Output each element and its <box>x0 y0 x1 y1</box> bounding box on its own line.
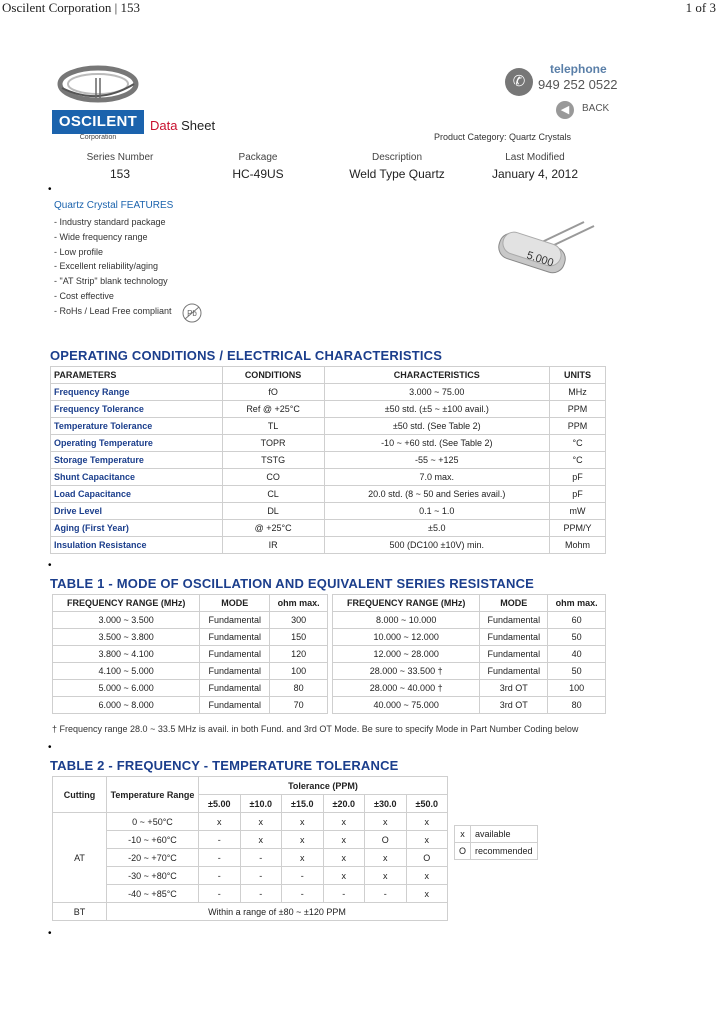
cell: PPM <box>550 418 606 435</box>
cell: - <box>323 885 365 903</box>
tol-header-cell: ±15.0 <box>282 795 324 813</box>
feature-item: - Wide frequency range <box>54 231 148 242</box>
description-value: Weld Type Quartz <box>349 167 445 181</box>
cell: Fundamental <box>480 646 548 663</box>
cell: 3.000 ~ 3.500 <box>53 612 200 629</box>
bt-cell: BT <box>53 903 107 921</box>
cell: 100 <box>548 680 606 697</box>
table-row <box>51 503 606 520</box>
cell: °C <box>550 452 606 469</box>
cell: 150 <box>270 629 328 646</box>
telephone-label: telephone <box>550 62 607 76</box>
table1-header-row <box>333 595 606 612</box>
cell: 120 <box>270 646 328 663</box>
table-row <box>51 520 606 537</box>
table1-right <box>332 594 606 714</box>
cell: x <box>323 831 365 849</box>
cell: 50 <box>548 663 606 680</box>
feature-item: - Low profile <box>54 246 104 257</box>
datasheet-title <box>150 118 215 133</box>
cell: - <box>199 849 241 867</box>
logo-name: OSCILENT <box>52 110 144 134</box>
cell: x <box>323 813 365 831</box>
cell: Fundamental <box>200 612 270 629</box>
cell: 8.000 ~ 10.000 <box>333 612 480 629</box>
page-indicator: 1 of 3 <box>685 0 716 15</box>
back-button[interactable]: BACK <box>582 103 610 114</box>
cell: x <box>365 849 407 867</box>
table-row <box>333 663 606 680</box>
cell: 5.000 ~ 6.000 <box>53 680 200 697</box>
cell: x <box>282 813 324 831</box>
param-cell: Load Capacitance <box>51 486 223 503</box>
cell: fO <box>222 384 324 401</box>
cell: 70 <box>270 697 328 714</box>
legend-symbol: O <box>455 843 471 860</box>
table1-left <box>52 594 328 714</box>
table2-heading: TABLE 2 - FREQUENCY - TEMPERATURE TOLERANCE <box>50 758 399 773</box>
cell: x <box>323 849 365 867</box>
table-row <box>333 629 606 646</box>
table-row <box>51 435 606 452</box>
telephone-icon[interactable]: ✆ <box>505 68 533 96</box>
feature-item: - RoHs / Lead Free compliant <box>54 305 172 316</box>
tol-header-cell: ±10.0 <box>240 795 282 813</box>
cell: x <box>365 813 407 831</box>
package-label: Package <box>238 152 278 163</box>
param-cell: Operating Temperature <box>51 435 223 452</box>
cell: Fundamental <box>200 646 270 663</box>
table-row <box>53 885 448 903</box>
table-row <box>51 452 606 469</box>
features-list <box>54 215 172 319</box>
telephone-number[interactable]: 949 252 0522 <box>538 77 618 92</box>
cell: 50 <box>548 629 606 646</box>
cell: °C <box>550 435 606 452</box>
cell: - <box>199 867 241 885</box>
operating-heading: OPERATING CONDITIONS / ELECTRICAL CHARACTERISTICS <box>50 348 443 363</box>
param-cell: Frequency Tolerance <box>51 401 223 418</box>
table-row <box>51 401 606 418</box>
cell: 28.000 ~ 33.500 † <box>333 663 480 680</box>
legend-text: available <box>471 826 538 843</box>
table-row <box>333 612 606 629</box>
cell: CO <box>222 469 324 486</box>
cell: x <box>199 813 241 831</box>
cell: -55 ~ +125 <box>324 452 550 469</box>
table2-legend <box>454 825 538 860</box>
cell: Fundamental <box>200 629 270 646</box>
param-cell: Storage Temperature <box>51 452 223 469</box>
bullet: • <box>48 560 52 571</box>
legend-symbol: x <box>455 826 471 843</box>
last-modified-value: January 4, 2012 <box>491 167 579 181</box>
cell: Fundamental <box>200 663 270 680</box>
bullet: • <box>48 184 52 195</box>
table1-header-row <box>53 595 328 612</box>
table1-heading: TABLE 1 - MODE OF OSCILLATION AND EQUIVALENT SERIES RESISTANCE <box>50 576 535 591</box>
cell: 500 (DC100 ±10V) min. <box>324 537 550 554</box>
cell: ±5.0 <box>324 520 550 537</box>
cell: O <box>365 831 407 849</box>
param-cell: Shunt Capacitance <box>51 469 223 486</box>
bt-value-cell: Within a range of ±80 ~ ±120 PPM <box>107 903 448 921</box>
operating-table <box>50 366 606 554</box>
cell: mW <box>550 503 606 520</box>
rohs-badge-icon <box>181 302 203 324</box>
at-cell: AT <box>53 813 107 903</box>
cell: -10 ~ +60 std. (See Table 2) <box>324 435 550 452</box>
table-row <box>51 486 606 503</box>
cell: - <box>240 867 282 885</box>
cell: x <box>365 867 407 885</box>
bullet: • <box>48 928 52 939</box>
cell: ±50 std. (±5 ~ ±100 avail.) <box>324 401 550 418</box>
param-cell: Aging (First Year) <box>51 520 223 537</box>
features-heading: Quartz Crystal FEATURES <box>54 200 174 211</box>
cell: TL <box>222 418 324 435</box>
feature-item: - Excellent reliability/aging <box>54 261 159 272</box>
cell: x <box>282 849 324 867</box>
header-cell: MODE <box>480 595 548 612</box>
cell: 20.0 std. (8 ~ 50 and Series avail.) <box>324 486 550 503</box>
cell: PPM/Y <box>550 520 606 537</box>
cell: @ +25°C <box>222 520 324 537</box>
cell: Mohm <box>550 537 606 554</box>
cell: Fundamental <box>480 612 548 629</box>
header-cell: ohm max. <box>270 595 328 612</box>
cell: pF <box>550 486 606 503</box>
table1-footnote: † Frequency range 28.0 ~ 33.5 MHz is avail. in both Fund. and 3rd OT Mode. Be sure to specify Mode in Part Number Coding below <box>52 724 579 734</box>
cell: x <box>406 831 448 849</box>
header-cell: ohm max. <box>548 595 606 612</box>
param-cell: Temperature Tolerance <box>51 418 223 435</box>
series-number-value: 153 <box>109 167 131 181</box>
last-modified-label: Last Modified <box>505 152 565 163</box>
cell: - <box>282 885 324 903</box>
cell: Fundamental <box>480 629 548 646</box>
page-title: Oscilent Corporation | 153 <box>2 0 140 15</box>
cell: 28.000 ~ 40.000 † <box>333 680 480 697</box>
cell: IR <box>222 537 324 554</box>
table-row <box>51 537 606 554</box>
cell: 3.000 ~ 75.00 <box>324 384 550 401</box>
cell: 300 <box>270 612 328 629</box>
table-row <box>53 903 448 921</box>
table-row <box>51 384 606 401</box>
table-row <box>333 697 606 714</box>
cell: 0 ~ +50°C <box>107 813 199 831</box>
param-cell: Drive Level <box>51 503 223 520</box>
cell: 6.000 ~ 8.000 <box>53 697 200 714</box>
cell: TOPR <box>222 435 324 452</box>
cell: - <box>365 885 407 903</box>
table-row <box>53 813 448 831</box>
header-cell: FREQUENCY RANGE (MHz) <box>333 595 480 612</box>
table2 <box>52 776 448 921</box>
cell: 3.500 ~ 3.800 <box>53 629 200 646</box>
description-label: Description <box>371 152 423 163</box>
cell: x <box>240 831 282 849</box>
header-cell: MODE <box>200 595 270 612</box>
cell: Fundamental <box>200 680 270 697</box>
cell: 3rd OT <box>480 697 548 714</box>
cell: MHz <box>550 384 606 401</box>
series-number-label: Series Number <box>86 152 154 163</box>
cell: x <box>406 813 448 831</box>
cell: -20 ~ +70°C <box>107 849 199 867</box>
cell: - <box>240 885 282 903</box>
rohs-badge-text: Pb <box>187 309 197 318</box>
header-cell: CONDITIONS <box>222 367 324 384</box>
legend-row <box>455 843 538 860</box>
header-cell: UNITS <box>550 367 606 384</box>
cell: - <box>282 867 324 885</box>
table2-header-row <box>53 777 448 795</box>
table-row <box>53 680 328 697</box>
legend-text: recommended <box>471 843 538 860</box>
header-cell: CHARACTERISTICS <box>324 367 550 384</box>
param-cell: Frequency Range <box>51 384 223 401</box>
cell: PPM <box>550 401 606 418</box>
table-row <box>53 663 328 680</box>
cell: -40 ~ +85°C <box>107 885 199 903</box>
cell: - <box>199 885 241 903</box>
tol-header-cell: ±20.0 <box>323 795 365 813</box>
table-row <box>51 469 606 486</box>
table-row <box>53 831 448 849</box>
cell: Ref @ +25°C <box>222 401 324 418</box>
cell: Fundamental <box>200 697 270 714</box>
cell: 10.000 ~ 12.000 <box>333 629 480 646</box>
header-cell: PARAMETERS <box>51 367 223 384</box>
tol-header-cell: ±50.0 <box>406 795 448 813</box>
cell: -30 ~ +80°C <box>107 867 199 885</box>
cell: 80 <box>548 697 606 714</box>
package-value: HC-49US <box>232 167 284 181</box>
tol-header-cell: ±30.0 <box>365 795 407 813</box>
datasheet-title-sheet: Sheet <box>177 118 216 133</box>
param-cell: Insulation Resistance <box>51 537 223 554</box>
cell: 3.800 ~ 4.100 <box>53 646 200 663</box>
cell: 0.1 ~ 1.0 <box>324 503 550 520</box>
cell: 12.000 ~ 28.000 <box>333 646 480 663</box>
cell: 80 <box>270 680 328 697</box>
cell: - <box>199 831 241 849</box>
cell: -10 ~ +60°C <box>107 831 199 849</box>
logo-ring-icon <box>52 56 144 112</box>
cell: pF <box>550 469 606 486</box>
table-row <box>51 418 606 435</box>
feature-item: - "AT Strip" blank technology <box>54 276 168 287</box>
bullet: • <box>48 742 52 753</box>
table-row <box>333 646 606 663</box>
cell: x <box>406 867 448 885</box>
table-row <box>53 697 328 714</box>
tolerance-header: Tolerance (PPM) <box>199 777 448 795</box>
cell: O <box>406 849 448 867</box>
cell: ±50 std. (See Table 2) <box>324 418 550 435</box>
table-row <box>53 612 328 629</box>
cell: 40.000 ~ 75.000 <box>333 697 480 714</box>
operating-header-row <box>51 367 606 384</box>
cell: x <box>323 867 365 885</box>
cell: x <box>240 813 282 831</box>
cell: Fundamental <box>480 663 548 680</box>
cell: - <box>240 849 282 867</box>
cell: 7.0 max. <box>324 469 550 486</box>
table-row <box>53 849 448 867</box>
feature-item: - Cost effective <box>54 290 114 301</box>
cell: 100 <box>270 663 328 680</box>
cell: CL <box>222 486 324 503</box>
cell: 3rd OT <box>480 680 548 697</box>
header-cell: FREQUENCY RANGE (MHz) <box>53 595 200 612</box>
tol-header-cell: ±5.00 <box>199 795 241 813</box>
legend-row <box>455 826 538 843</box>
cell: 40 <box>548 646 606 663</box>
company-logo[interactable] <box>52 56 144 141</box>
table-row <box>53 867 448 885</box>
cell: x <box>282 831 324 849</box>
temp-range-header: Temperature Range <box>107 777 199 813</box>
cell: TSTG <box>222 452 324 469</box>
table-row <box>53 629 328 646</box>
logo-corporation: Corporation <box>79 134 117 141</box>
product-category: Product Category: Quartz Crystals <box>434 132 572 142</box>
feature-item: - Industry standard package <box>54 217 166 227</box>
cutting-header: Cutting <box>53 777 107 813</box>
crystal-marking: 5.000 <box>525 249 555 270</box>
cell: x <box>406 885 448 903</box>
table-row <box>333 680 606 697</box>
back-arrow-icon[interactable]: ◀ <box>556 101 574 119</box>
cell: 4.100 ~ 5.000 <box>53 663 200 680</box>
cell: DL <box>222 503 324 520</box>
datasheet-title-data: Data <box>150 118 178 133</box>
cell: 60 <box>548 612 606 629</box>
crystal-product-image <box>480 212 600 282</box>
table-row <box>53 646 328 663</box>
